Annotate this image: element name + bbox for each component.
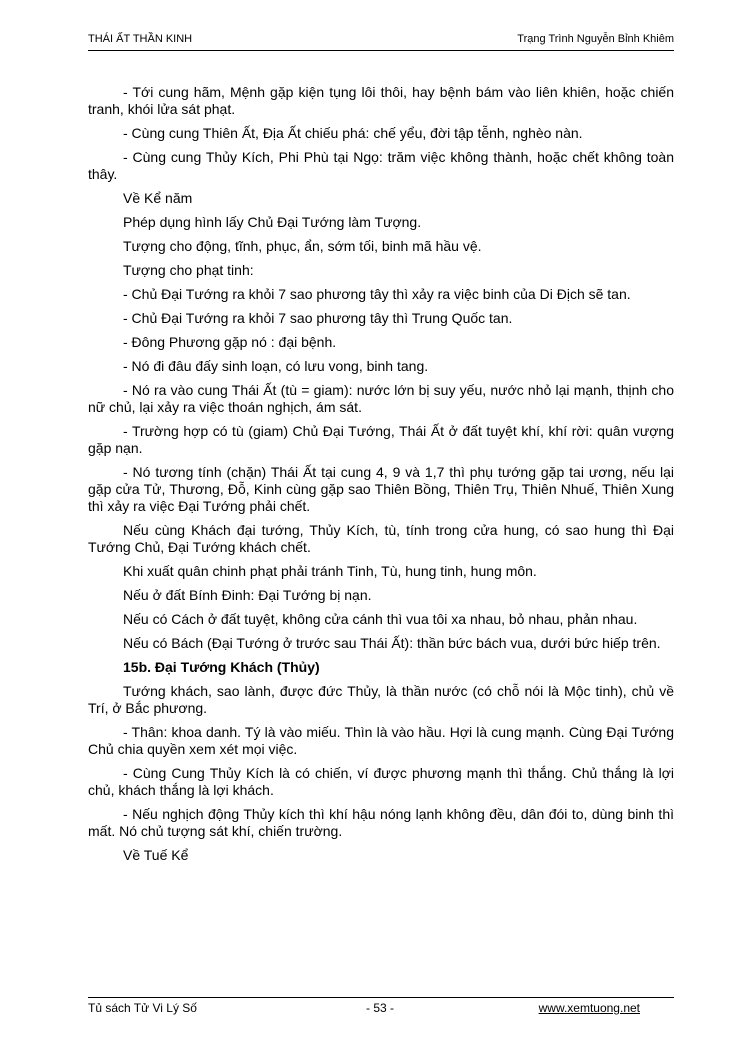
- paragraph: Về Tuế Kể: [123, 847, 189, 863]
- paragraph: - Cùng Cung Thủy Kích là có chiến, ví được phương mạnh thì thắng. Chủ thắng là lợi chủ, khách thắng là lợi khách.: [88, 765, 674, 798]
- paragraph: Tượng cho phạt tinh:: [123, 262, 254, 278]
- page-number: - 53 -: [366, 1001, 395, 1015]
- paragraph: Nếu cùng Khách đại tướng, Thủy Kích, tù, tính trong cửa hung, có sao hung thì Đại Tướng Chủ, Đại Tướng khách chết.: [88, 522, 674, 555]
- paragraph: Tướng khách, sao lành, được đức Thủy, là thần nước (có chỗ nói là Mộc tinh), chủ về Trí, ở Bắc phương.: [88, 683, 674, 716]
- paragraph: - Nó đi đâu đấy sinh loạn, có lưu vong, binh tang.: [123, 358, 429, 374]
- paragraph: - Đông Phương gặp nó : đại bệnh.: [123, 334, 337, 350]
- paragraph: Về Kể năm: [123, 190, 193, 206]
- footer-website-link[interactable]: www.xemtuong.net: [538, 1001, 640, 1015]
- paragraph: - Cùng cung Thiên Ất, Địa Ất chiếu phá: chế yểu, đời tập tễnh, nghèo nàn.: [123, 125, 583, 141]
- paragraph: Nếu có Cách ở đất tuyệt, không cửa cánh thì vua tôi xa nhau, bỏ nhau, phản nhau.: [123, 611, 638, 627]
- paragraph: - Chủ Đại Tướng ra khỏi 7 sao phương tây thì xảy ra việc binh của Di Địch sẽ tan.: [123, 286, 631, 302]
- header-author: Trạng Trình Nguyễn Bỉnh Khiêm: [517, 33, 674, 45]
- section-heading: 15b. Đại Tướng Khách (Thủy): [123, 659, 320, 675]
- paragraph: - Trường hợp có tù (giam) Chủ Đại Tướng, Thái Ất ở đất tuyệt khí, khí rời: quân vượng gặp nạn.: [88, 423, 674, 456]
- page-footer: [88, 997, 674, 1018]
- paragraph: - Nếu nghịch động Thủy kích thì khí hậu nóng lạnh không đều, dân đói to, dùng binh thì mất. Nó chủ tượng sát khí, chiến trường.: [88, 806, 674, 839]
- paragraph: - Nó ra vào cung Thái Ất (tù = giam): nước lớn bị suy yếu, nước nhỏ lại mạnh, thịnh cho nữ chủ, lại xảy ra việc thoán nghịch, ám sát.: [88, 382, 674, 415]
- paragraph: - Chủ Đại Tướng ra khỏi 7 sao phương tây thì Trung Quốc tan.: [123, 310, 513, 326]
- page-header: [88, 32, 674, 51]
- paragraph: Nếu ở đất Bính Đinh: Đại Tướng bị nạn.: [123, 587, 372, 603]
- paragraph: Tượng cho động, tĩnh, phục, ẩn, sớm tối, binh mã hầu vệ.: [123, 238, 482, 254]
- paragraph: Nếu có Bách (Đại Tướng ở trước sau Thái Ất): thần bức bách vua, dưới bức hiếp trên.: [123, 635, 661, 651]
- header-book-title: THÁI ẤT THẦN KINH: [88, 33, 193, 45]
- paragraph: - Nó tương tính (chặn) Thái Ất tại cung 4, 9 và 1,7 thì phụ tướng gặp tai ương, nếu lại gặp cửa Tử, Thương, Đỗ, Kinh cùng gặp sao Thiên Bồng, Thiên Trụ, Thiên Nhuế, Thiên Xung thì xảy ra việc Đại Tướng phải chết.: [88, 464, 674, 514]
- footer-series: Tủ sách Tử Vi Lý Số: [88, 1001, 197, 1015]
- paragraph: - Thân: khoa danh. Tý là vào miếu. Thìn là vào hầu. Hợi là cung mạnh. Cùng Đại Tướng Chủ chia quyền xem xét mọi việc.: [88, 724, 674, 757]
- paragraph: - Tới cung hãm, Mệnh gặp kiện tụng lôi thôi, hay bệnh bám vào liên khiên, hoặc chiến tranh, khói lửa sát phạt.: [88, 84, 674, 117]
- paragraph: Khi xuất quân chinh phạt phải tránh Tinh, Tù, hung tinh, hung môn.: [123, 563, 537, 579]
- page-body: [88, 84, 674, 871]
- paragraph: Phép dụng hình lấy Chủ Đại Tướng làm Tượng.: [123, 214, 422, 230]
- paragraph: - Cùng cung Thủy Kích, Phi Phù tại Ngọ: trăm việc không thành, hoặc chết không toàn thây.: [88, 149, 674, 182]
